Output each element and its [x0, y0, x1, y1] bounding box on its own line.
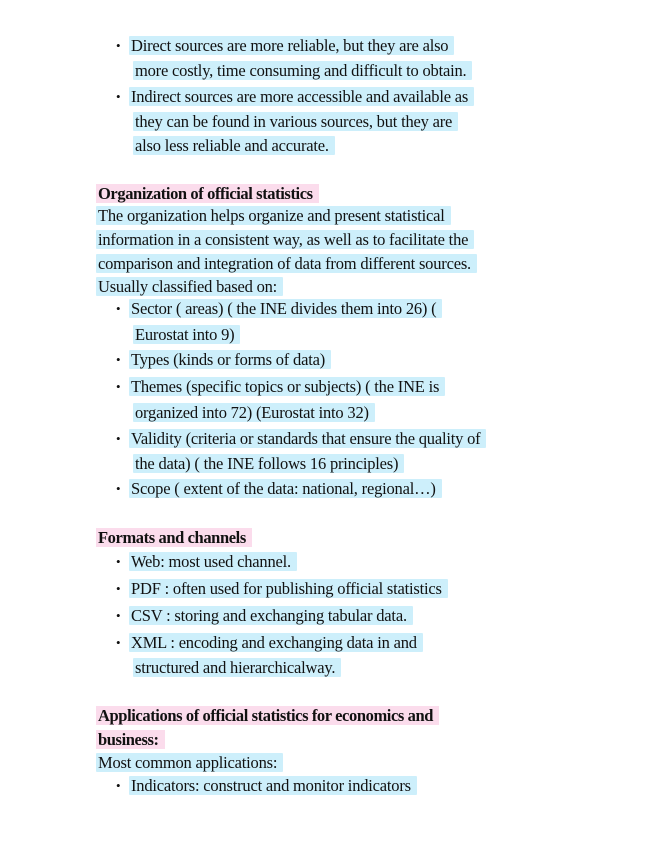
list-item-line: XML : encoding and exchanging data in and: [129, 631, 423, 655]
bullet-marker: •: [116, 352, 121, 367]
paragraph-line: The organization helps organize and present statistical: [96, 204, 451, 228]
list-item-line: Web: most used channel.: [129, 550, 297, 574]
list-item-line: Scope ( extent of the data: national, regional…): [129, 477, 442, 501]
list-item-line: Indirect sources are more accessible and available as: [129, 85, 474, 109]
list-item-line: organized into 72) (Eurostat into 32): [133, 401, 375, 425]
section-heading: Formats and channels: [96, 526, 252, 550]
list-item-line: Sector ( areas) ( the INE divides them into 26) (: [129, 297, 442, 321]
list-item-line: more costly, time consuming and difficult to obtain.: [133, 59, 472, 83]
paragraph-line: comparison and integration of data from different sources.: [96, 252, 477, 276]
bullet-marker: •: [116, 608, 121, 623]
bullet-marker: •: [116, 635, 121, 650]
paragraph-line: information in a consistent way, as well as to facilitate the: [96, 228, 474, 252]
list-item-line: Indicators: construct and monitor indicators: [129, 774, 417, 798]
paragraph-line: Most common applications:: [96, 751, 283, 775]
list-item-line: Eurostat into 9): [133, 323, 240, 347]
list-item-line: they can be found in various sources, but they are: [133, 110, 458, 134]
list-item-line: the data) ( the INE follows 16 principles): [133, 452, 404, 476]
bullet-marker: •: [116, 301, 121, 316]
bullet-marker: •: [116, 778, 121, 793]
list-item-line: PDF : often used for publishing official statistics: [129, 577, 448, 601]
bullet-marker: •: [116, 481, 121, 496]
section-heading: Applications of official statistics for economics and: [96, 704, 439, 728]
list-item-line: CSV : storing and exchanging tabular data.: [129, 604, 413, 628]
list-item-line: Themes (specific topics or subjects) ( the INE is: [129, 375, 445, 399]
section-heading: Organization of official statistics: [96, 182, 319, 206]
list-item-line: structured and hierarchicalway.: [133, 656, 341, 680]
paragraph-line: Usually classified based on:: [96, 275, 283, 299]
list-item-line: Types (kinds or forms of data): [129, 348, 331, 372]
bullet-marker: •: [116, 379, 121, 394]
list-item-line: also less reliable and accurate.: [133, 134, 335, 158]
bullet-marker: •: [116, 581, 121, 596]
bullet-marker: •: [116, 431, 121, 446]
bullet-marker: •: [116, 554, 121, 569]
section-heading: business:: [96, 728, 165, 752]
bullet-marker: •: [116, 38, 121, 53]
list-item-line: Validity (criteria or standards that ensure the quality of: [129, 427, 486, 451]
list-item-line: Direct sources are more reliable, but they are also: [129, 34, 454, 58]
bullet-marker: •: [116, 89, 121, 104]
